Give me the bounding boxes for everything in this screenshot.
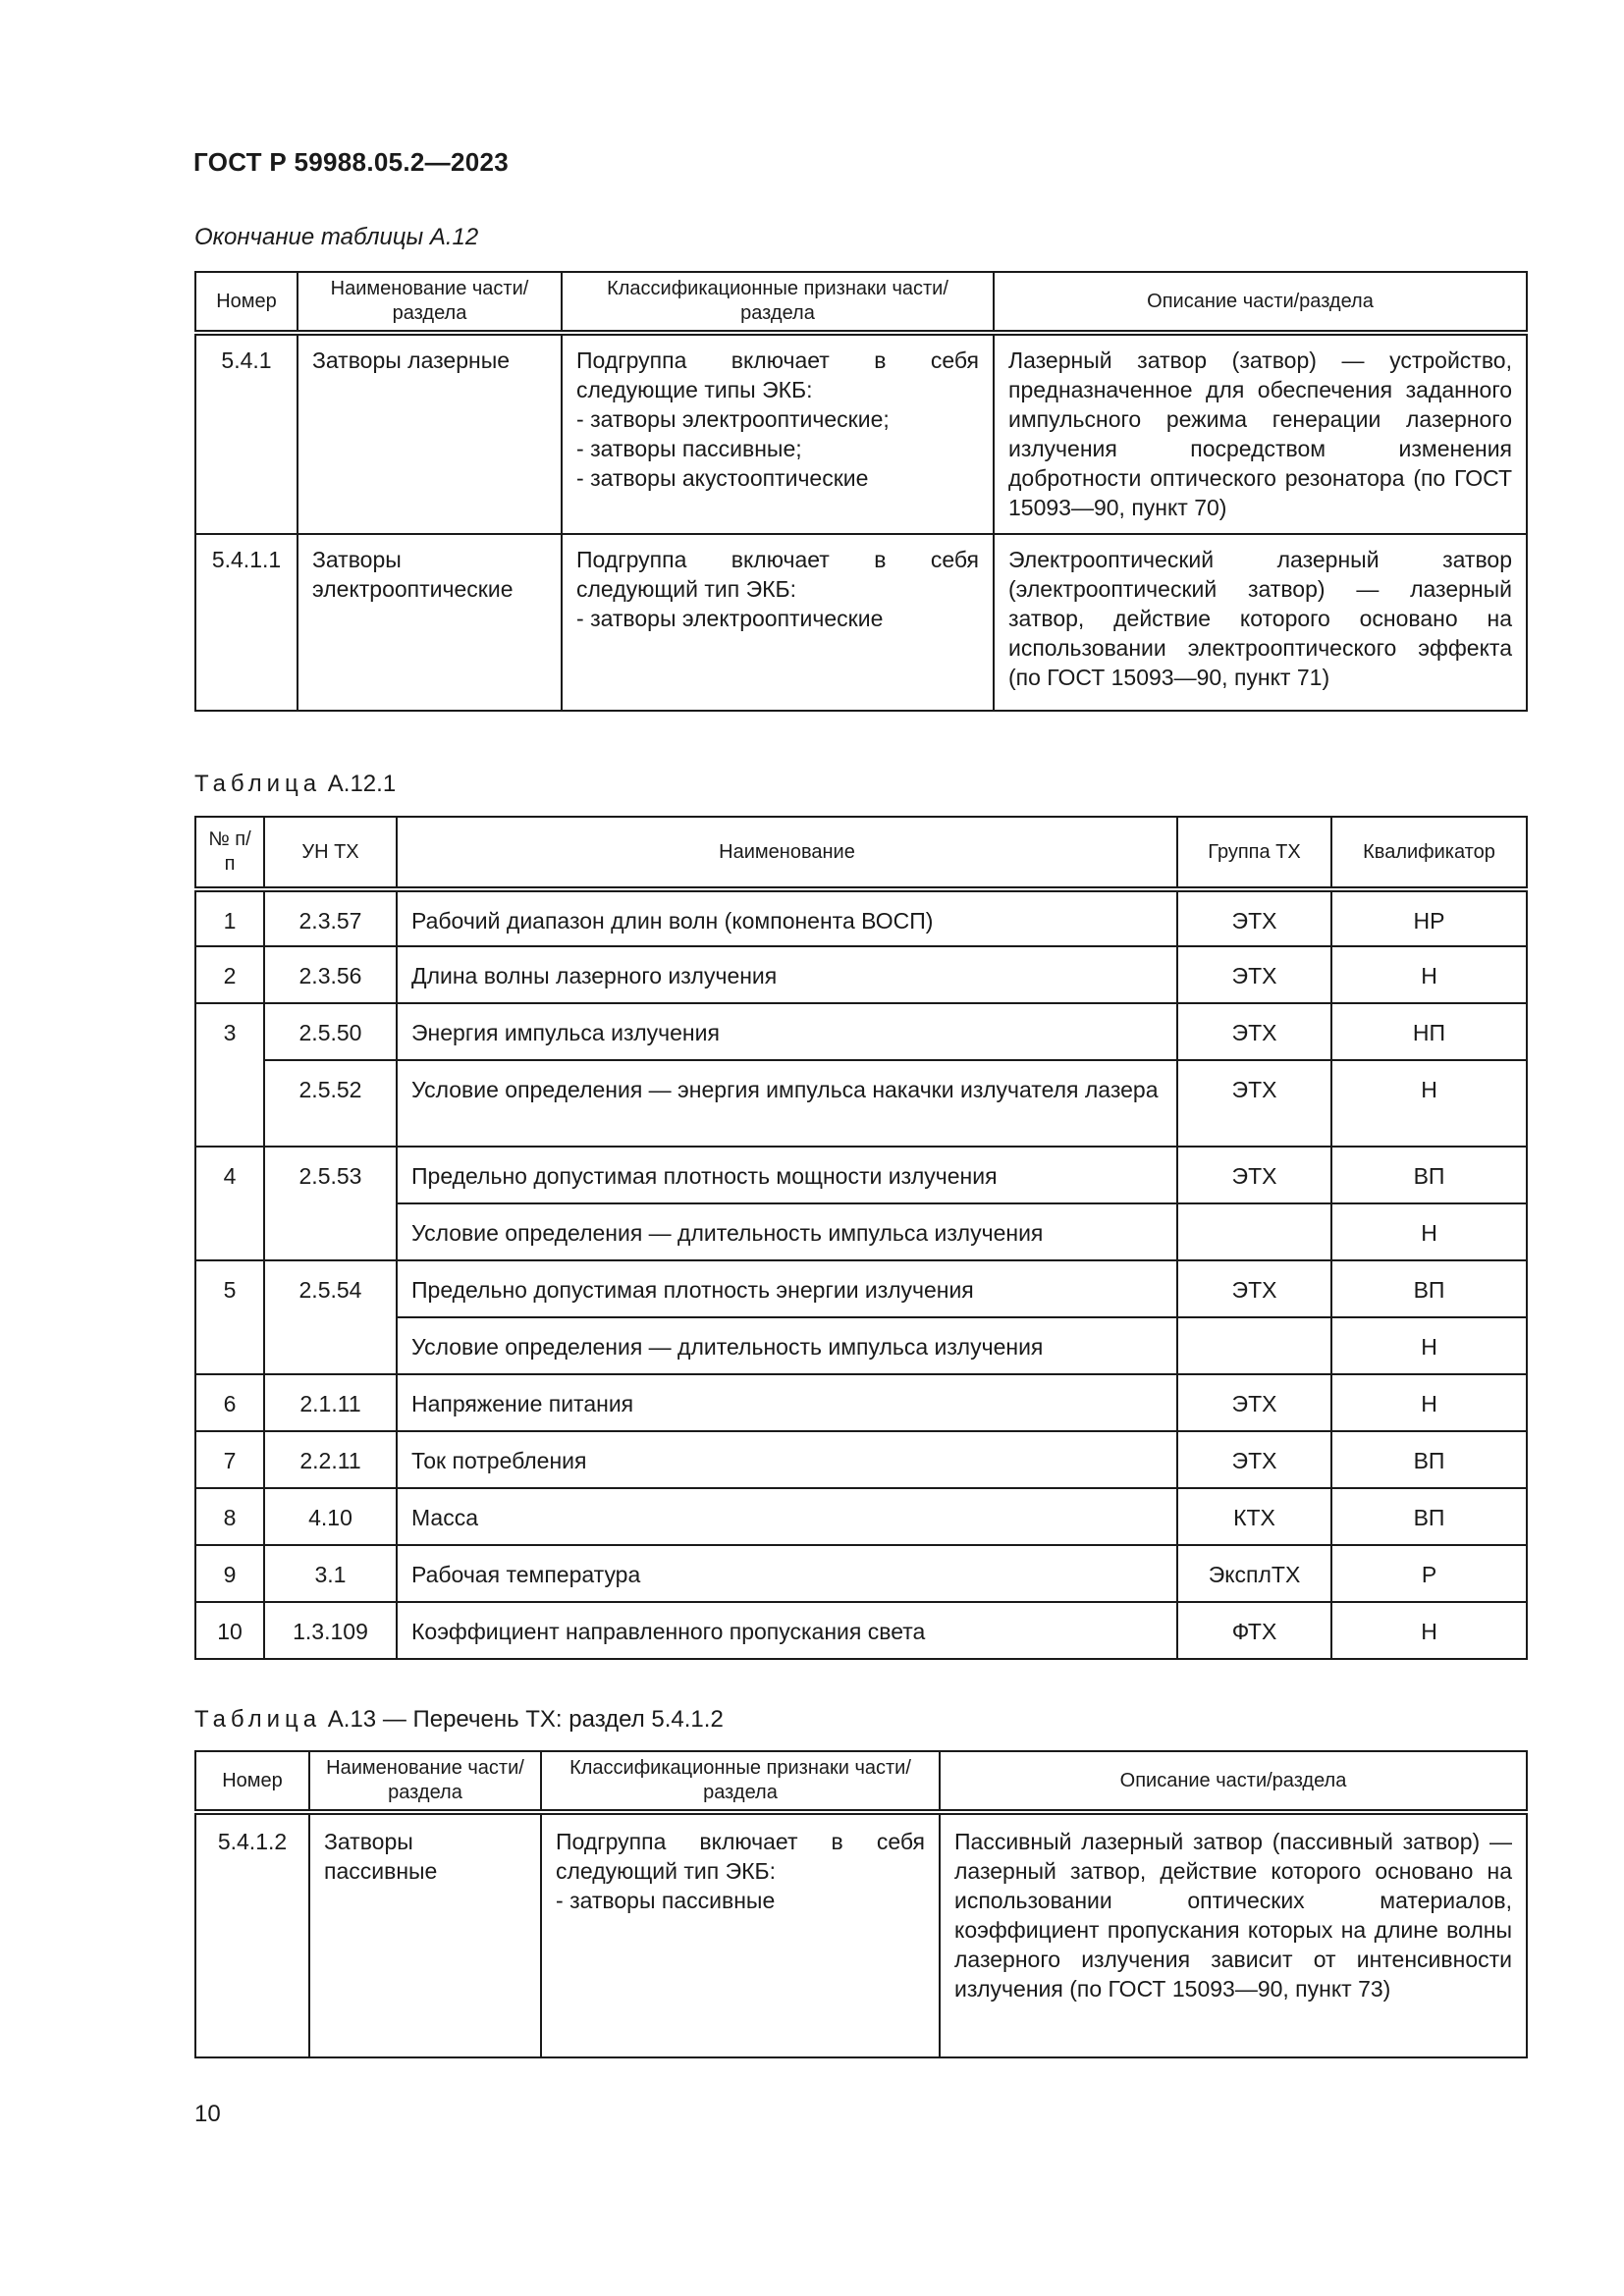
cell-group: ЭТХ	[1177, 1431, 1331, 1488]
table-row	[195, 1060, 1527, 1147]
cell-group: КТХ	[1177, 1488, 1331, 1545]
page-number: 10	[194, 2101, 221, 2127]
cell-name: Ток потребления	[397, 1431, 1177, 1488]
cell-code: 2.3.57	[264, 889, 397, 946]
cell-name: Затворы электрооптические	[298, 534, 562, 711]
column-header: Наименование	[397, 817, 1177, 889]
cell-classification	[562, 333, 994, 534]
cell-index: 1	[195, 889, 264, 946]
table-a12-1	[194, 816, 1528, 1660]
cell-group: ЭТХ	[1177, 1260, 1331, 1317]
cell-index: 7	[195, 1431, 264, 1488]
cell-index: 3	[195, 1003, 264, 1147]
column-header: Классификационные признаки части/раздела	[562, 272, 994, 333]
cell-index: 9	[195, 1545, 264, 1602]
cell-name: Предельно допустимая плотность мощности излучения	[397, 1147, 1177, 1203]
table-row	[195, 1812, 1527, 2057]
cell-qualifier: НР	[1331, 889, 1527, 946]
column-header: № п/п	[195, 817, 264, 889]
cell-group: ФТХ	[1177, 1602, 1331, 1659]
cell-description: Пассивный лазерный затвор (пассивный затвор) — лазерный затвор, действие которого основано на использовании оптических материалов, коэффициент пропускания которых на длине волны лазерного излучения зависит от интенсивности излучения (по ГОСТ 15093—90, пункт 73)	[940, 1812, 1527, 2057]
cell-index: 2	[195, 946, 264, 1003]
classification-intro: Подгруппа включает в себя следующий тип ЭКБ:	[556, 1829, 925, 1884]
cell-qualifier: Н	[1331, 1602, 1527, 1659]
cell-code: 3.1	[264, 1545, 397, 1602]
cell-name: Условие определения — длительность импульса излучения	[397, 1203, 1177, 1260]
column-header: Номер	[195, 1751, 309, 1812]
cell-qualifier: ВП	[1331, 1147, 1527, 1203]
cell-qualifier: Н	[1331, 1317, 1527, 1374]
table-row	[195, 946, 1527, 1003]
cell-qualifier: ВП	[1331, 1431, 1527, 1488]
table-row	[195, 1147, 1527, 1203]
cell-number: 5.4.1.2	[195, 1812, 309, 2057]
table-a13	[194, 1750, 1528, 2058]
cell-group: ЭТХ	[1177, 1003, 1331, 1060]
cell-name: Длина волны лазерного излучения	[397, 946, 1177, 1003]
classification-list	[576, 404, 979, 493]
cell-code: 2.5.52	[264, 1060, 397, 1147]
cell-qualifier: ВП	[1331, 1488, 1527, 1545]
caption-text: А.12.1	[327, 771, 397, 797]
cell-index: 8	[195, 1488, 264, 1545]
column-header: Классификационные признаки части/раздела	[541, 1751, 940, 1812]
cell-name: Рабочая температура	[397, 1545, 1177, 1602]
list-item: - затворы электрооптические	[576, 604, 979, 633]
column-header: Номер	[195, 272, 298, 333]
cell-group: ЭТХ	[1177, 1374, 1331, 1431]
cell-name: Условие определения — длительность импульса излучения	[397, 1317, 1177, 1374]
table-a12-caption: Окончание таблицы А.12	[194, 224, 479, 250]
classification-list	[556, 1886, 925, 1915]
cell-code: 2.2.11	[264, 1431, 397, 1488]
cell-code: 1.3.109	[264, 1602, 397, 1659]
cell-index: 5	[195, 1260, 264, 1374]
table-row	[195, 1488, 1527, 1545]
table-row	[195, 1602, 1527, 1659]
classification-list	[576, 604, 979, 633]
table-row	[195, 1431, 1527, 1488]
table-row	[195, 333, 1527, 534]
column-header: Описание части/раздела	[994, 272, 1527, 333]
table-row	[195, 534, 1527, 711]
cell-group: ЭТХ	[1177, 1147, 1331, 1203]
table-row	[195, 1003, 1527, 1060]
cell-group: ЭксплТХ	[1177, 1545, 1331, 1602]
table-a12-end	[194, 271, 1528, 712]
cell-qualifier: ВП	[1331, 1260, 1527, 1317]
cell-index: 10	[195, 1602, 264, 1659]
document-code: ГОСТ Р 59988.05.2—2023	[193, 147, 509, 177]
cell-group: ЭТХ	[1177, 946, 1331, 1003]
column-header: Наименование части/раздела	[298, 272, 562, 333]
cell-group	[1177, 1203, 1331, 1260]
table-row	[195, 889, 1527, 946]
cell-index: 6	[195, 1374, 264, 1431]
table-row	[195, 1374, 1527, 1431]
list-item: - затворы пассивные	[556, 1886, 925, 1915]
cell-code: 2.5.54	[264, 1260, 397, 1374]
cell-name: Напряжение питания	[397, 1374, 1177, 1431]
cell-qualifier: Н	[1331, 1203, 1527, 1260]
column-header: Описание части/раздела	[940, 1751, 1527, 1812]
cell-description: Лазерный затвор (затвор) — устройство, предназначенное для обеспечения заданного импульсного режима генерации лазерного излучения посредством изменения добротности оптического резонатора (по ГОСТ 15093—90, пункт 70)	[994, 333, 1527, 534]
cell-name: Затворы пассивные	[309, 1812, 541, 2057]
table-header-row	[195, 817, 1527, 889]
cell-name: Энергия импульса излучения	[397, 1003, 1177, 1060]
cell-name: Затворы лазерные	[298, 333, 562, 534]
cell-name: Предельно допустимая плотность энергии излучения	[397, 1260, 1177, 1317]
cell-qualifier: Н	[1331, 946, 1527, 1003]
table-header-row	[195, 272, 1527, 333]
cell-group: ЭТХ	[1177, 1060, 1331, 1147]
cell-index: 4	[195, 1147, 264, 1260]
cell-code: 2.1.11	[264, 1374, 397, 1431]
caption-word: Таблица	[194, 1706, 322, 1733]
cell-qualifier: Н	[1331, 1060, 1527, 1147]
classification-intro: Подгруппа включает в себя следующий тип ЭКБ:	[576, 547, 979, 602]
cell-group: ЭТХ	[1177, 889, 1331, 946]
classification-intro: Подгруппа включает в себя следующие типы ЭКБ:	[576, 347, 979, 402]
column-header: Квалификатор	[1331, 817, 1527, 889]
cell-code: 4.10	[264, 1488, 397, 1545]
cell-qualifier: Н	[1331, 1374, 1527, 1431]
cell-code: 2.5.53	[264, 1147, 397, 1260]
list-item: - затворы акустооптические	[576, 463, 979, 493]
table-a12-1-caption	[194, 771, 396, 798]
caption-word: Таблица	[194, 771, 322, 797]
list-item: - затворы пассивные;	[576, 434, 979, 463]
cell-number: 5.4.1	[195, 333, 298, 534]
cell-name: Рабочий диапазон длин волн (компонента ВОСП)	[397, 889, 1177, 946]
cell-classification	[562, 534, 994, 711]
table-header-row	[195, 1751, 1527, 1812]
cell-description: Электрооптический лазерный затвор (электрооптический затвор) — лазерный затвор, действие которого основано на использовании электрооптического эффекта (по ГОСТ 15093—90, пункт 71)	[994, 534, 1527, 711]
cell-qualifier: НП	[1331, 1003, 1527, 1060]
cell-name: Масса	[397, 1488, 1177, 1545]
column-header: УН ТХ	[264, 817, 397, 889]
table-row	[195, 1260, 1527, 1317]
cell-classification	[541, 1812, 940, 2057]
cell-name: Коэффициент направленного пропускания света	[397, 1602, 1177, 1659]
cell-code: 2.3.56	[264, 946, 397, 1003]
cell-qualifier: Р	[1331, 1545, 1527, 1602]
list-item: - затворы электрооптические;	[576, 404, 979, 434]
cell-name: Условие определения — энергия импульса накачки излучателя лазера	[397, 1060, 1177, 1147]
column-header: Группа ТХ	[1177, 817, 1331, 889]
cell-number: 5.4.1.1	[195, 534, 298, 711]
column-header: Наименование части/раздела	[309, 1751, 541, 1812]
table-a13-caption	[194, 1706, 724, 1734]
cell-group	[1177, 1317, 1331, 1374]
table-row	[195, 1545, 1527, 1602]
caption-text: А.13 — Перечень ТХ: раздел 5.4.1.2	[327, 1706, 724, 1733]
cell-code: 2.5.50	[264, 1003, 397, 1060]
